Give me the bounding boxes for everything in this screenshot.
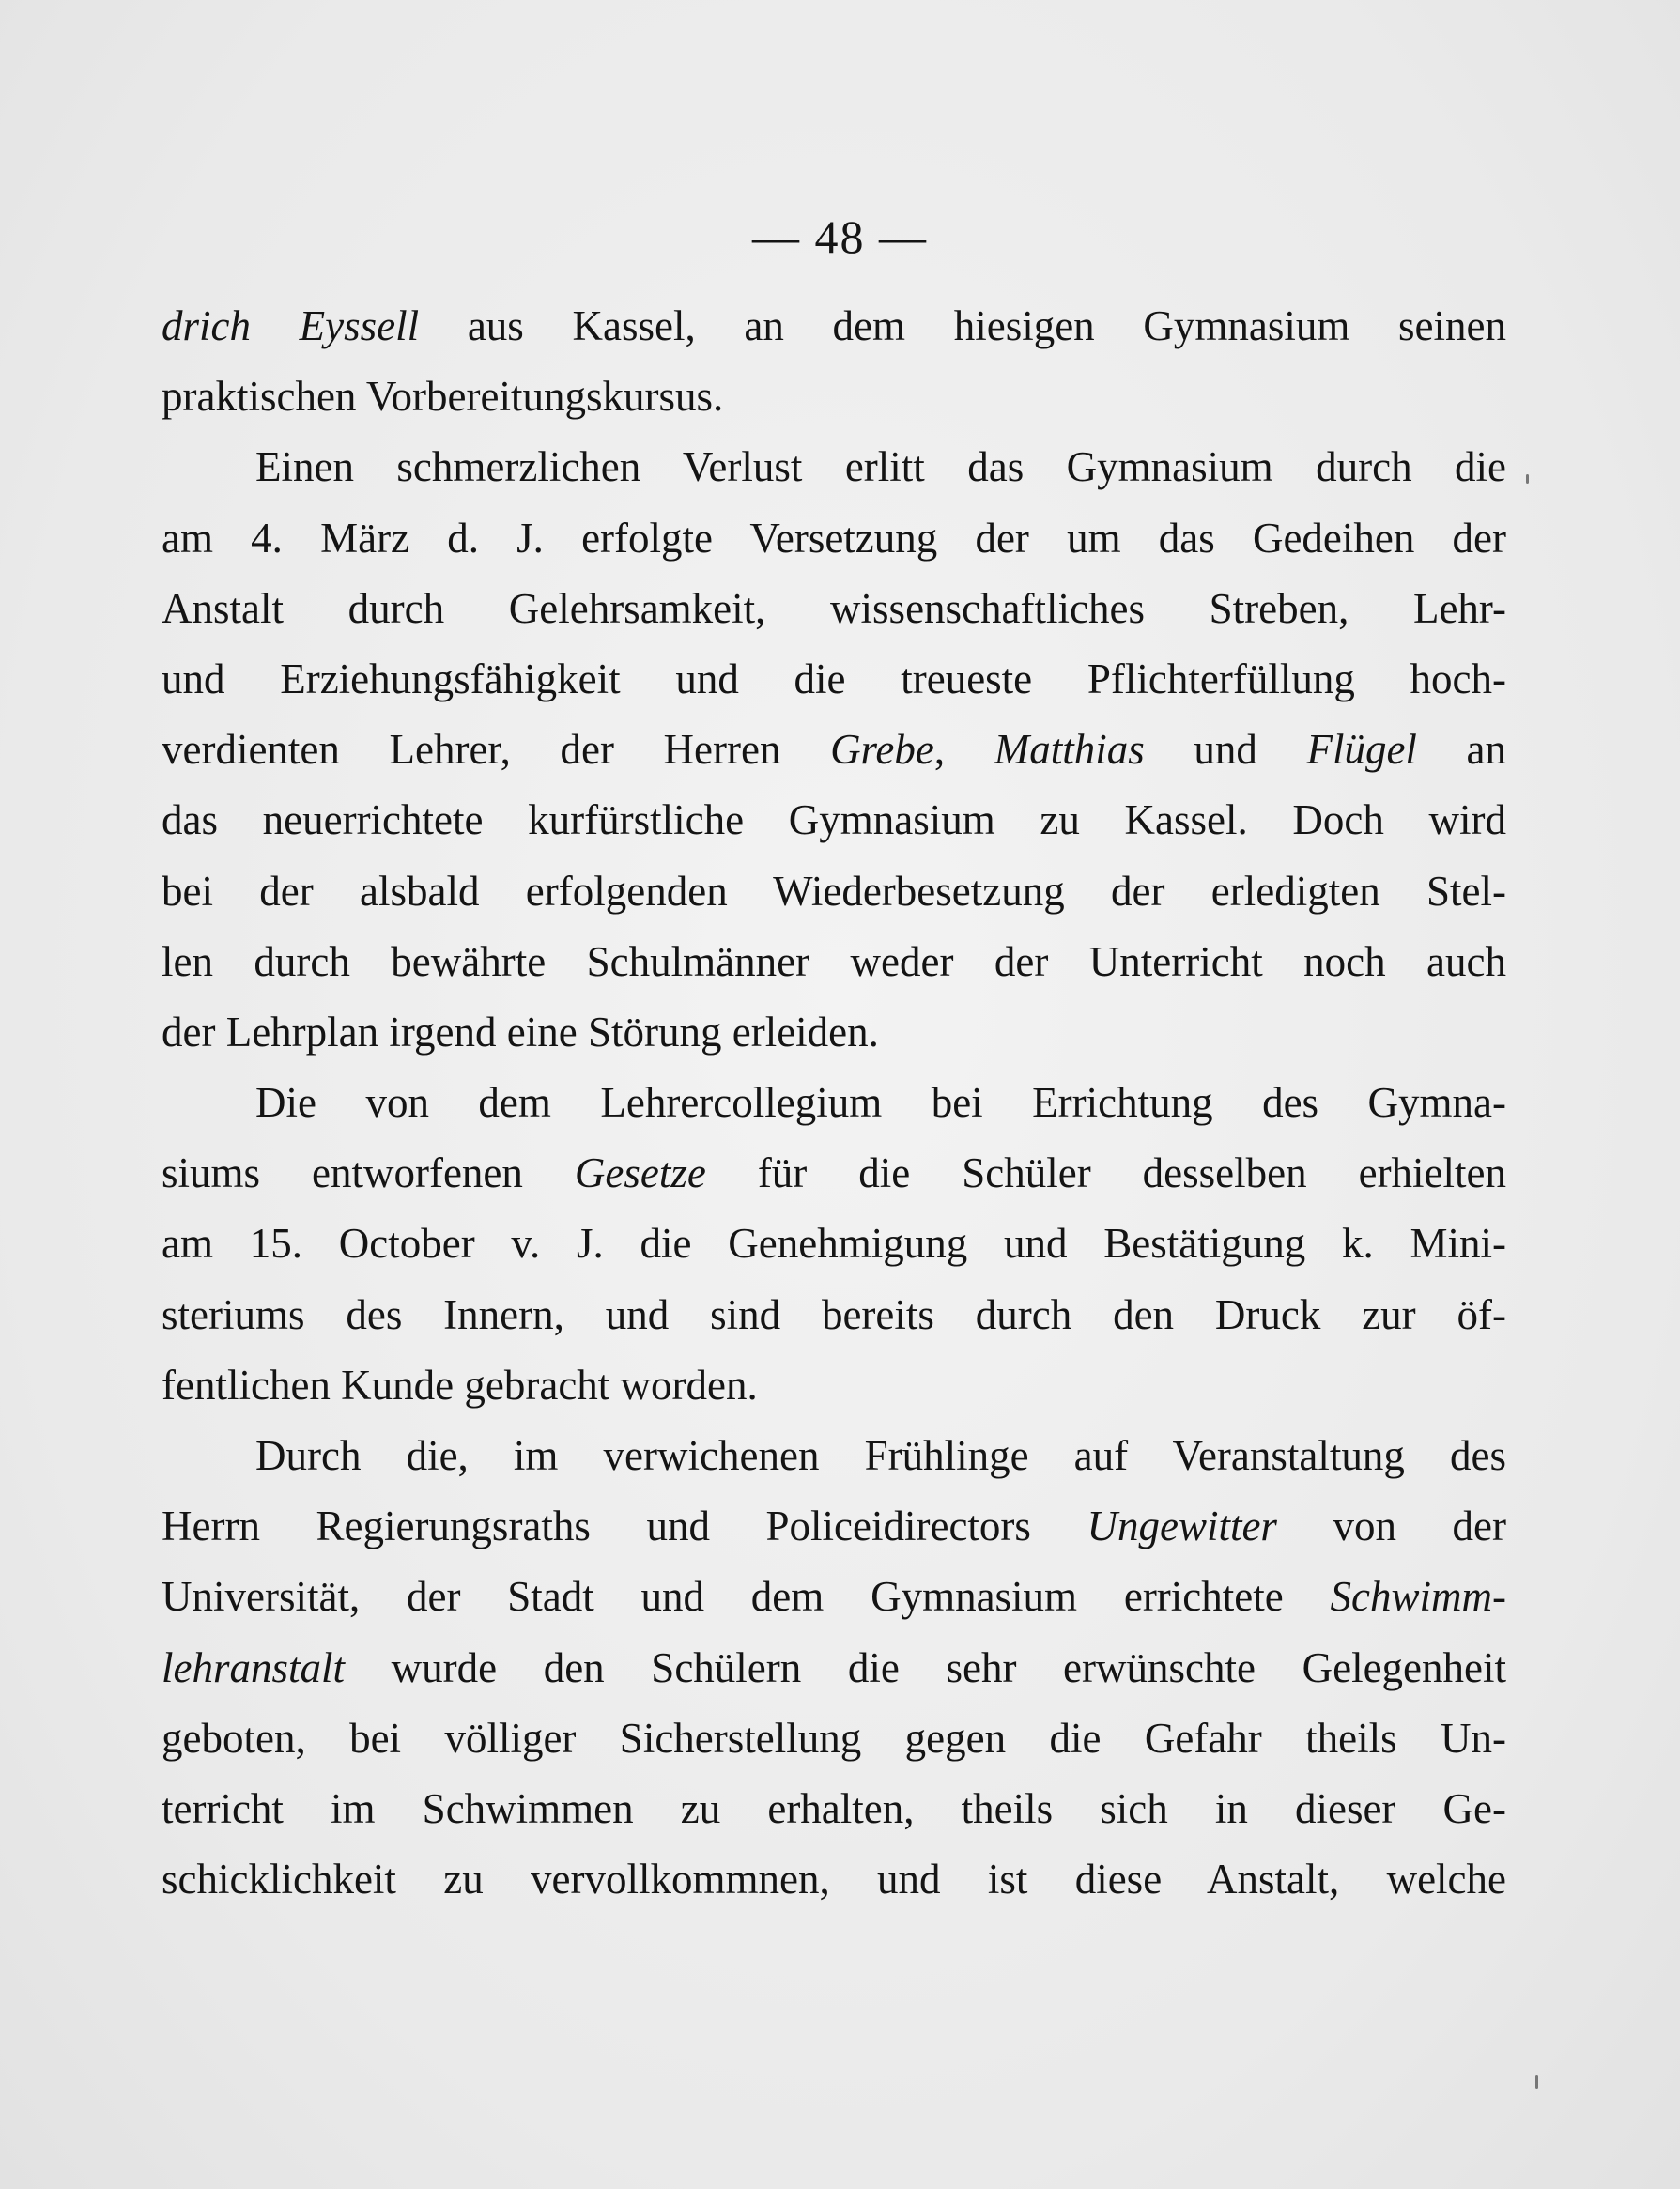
text-line [162,1562,1506,1632]
text-line [162,1280,1506,1350]
text-run: am 15. October v. J. die Genehmigung und Bestätigung k. Mini- [162,1220,1506,1268]
text-run: am 4. März d. J. erfolgte Versetzung der um das Gedeihen der [162,514,1506,562]
text-line [162,1068,1506,1138]
italic-name: Ungewitter [1087,1503,1277,1550]
text-run: steriums des Innern, und sind bereits durch den Druck zur öf- [162,1290,1506,1338]
text-run: len durch bewährte Schulmänner weder der Unterricht noch auch [162,937,1506,985]
text-run: terricht im Schwimmen zu erhalten, theils sich in dieser Ge- [162,1784,1506,1832]
body-text [162,291,1506,1915]
text-run: Herrn Regierungsraths und Policeidirectors [162,1503,1087,1550]
text-run: bei der alsbald erfolgenden Wiederbesetzung der erledigten Stel- [162,867,1506,915]
text-line [162,1703,1506,1774]
text-run: Universität, der Stadt und dem Gymnasium errichtete [162,1573,1331,1621]
text-run: Anstalt durch Gelehrsamkeit, wissenschaftliches Streben, Lehr- [162,584,1506,632]
paper-speck [1526,474,1529,484]
text-line [162,503,1506,574]
text-run: für die Schüler desselben erhielten [705,1149,1506,1197]
text-run: wurde den Schülern die sehr erwünschte Gelegenheit [345,1643,1506,1691]
text-line [162,1633,1506,1703]
text-run: geboten, bei völliger Sicherstellung gegen die Gefahr theils Un- [162,1714,1506,1762]
text-line [162,291,1506,362]
text-line [162,574,1506,644]
text-run: Durch die, im verwichenen Frühlinge auf Veranstaltung des [255,1432,1506,1479]
text-run: Die von dem Lehrercollegium bei Errichtung des Gymna- [255,1079,1506,1127]
text-line [162,927,1506,997]
text-line [162,715,1506,785]
text-run: praktischen Vorbereitungskursus. [162,373,724,421]
page-number: — 48 — [752,210,928,263]
text-line [162,1421,1506,1491]
text-run: und Erziehungsfähigkeit und die treueste Pflichterfüllung hoch- [162,655,1506,702]
text-line [162,432,1506,502]
text-line [162,1138,1506,1209]
text-line [162,1491,1506,1562]
italic-name: Schwimm- [1330,1573,1506,1621]
text-run: verdienten Lehrer, der Herren [162,726,831,774]
text-line [162,997,1506,1068]
text-run: Einen schmerzlichen Verlust erlitt das Gymnasium durch die [255,443,1506,491]
text-line [162,1209,1506,1279]
text-line [162,362,1506,432]
text-run: aus Kassel, an dem hiesigen Gymnasium seinen [419,302,1506,349]
text-line [162,785,1506,856]
italic-name: Matthias [994,726,1145,774]
text-run: , [933,726,994,774]
italic-name: Grebe [830,726,934,774]
italic-name: Gesetze [574,1149,706,1197]
text-line [162,1774,1506,1844]
text-line [162,644,1506,715]
text-run: siums entworfenen [162,1149,575,1197]
text-line [162,856,1506,927]
text-line [162,1844,1506,1915]
italic-name: Flügel [1306,726,1417,774]
italic-name: drich Eyssell [162,302,420,349]
text-run: der Lehrplan irgend eine Störung erleiden. [162,1008,879,1056]
text-run: schicklichkeit zu vervollkommnen, und ist diese Anstalt, welche [162,1856,1506,1904]
italic-name: lehranstalt [162,1643,346,1691]
text-run: fentlichen Kunde gebracht worden. [162,1361,758,1409]
text-run: an [1416,726,1506,774]
text-run: das neuerrichtete kurfürstliche Gymnasium zu Kassel. Doch wird [162,796,1506,844]
text-run: und [1144,726,1307,774]
text-run: von der [1276,1503,1506,1550]
paper-speck [1535,2075,1538,2089]
text-line [162,1350,1506,1421]
